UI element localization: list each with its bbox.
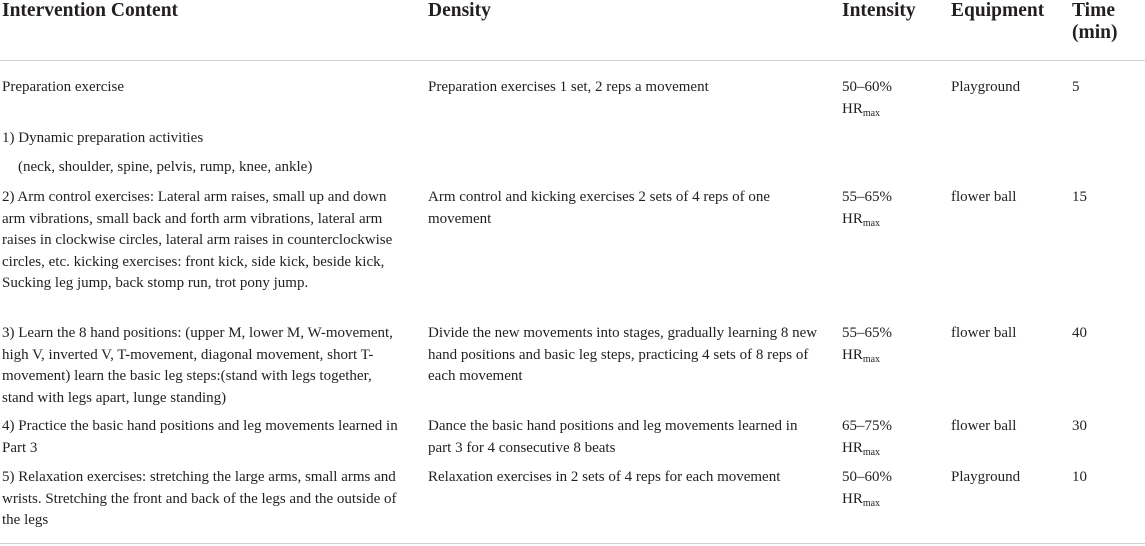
time-cell: 15 (1072, 189, 1087, 205)
intensity-cell (842, 467, 942, 514)
equipment-cell: Playground (951, 469, 1021, 485)
content-cell: Preparation exercise (2, 79, 125, 95)
intensity-unit (842, 489, 942, 515)
hr-label: HR (842, 210, 863, 227)
hr-label: HR (842, 100, 863, 117)
intensity-percent: 55–65% (842, 325, 892, 341)
content-cell: (neck, shoulder, spine, pelvis, rump, knee, ankle) (18, 159, 313, 175)
header-time (1072, 0, 1144, 44)
time-cell: 5 (1072, 79, 1080, 95)
content-cell: 3) Learn the 8 hand positions: (upper M, lower M, W-movement, high V, inverted V, T-movement, diagonal movement, short T-movement) learn the basic leg steps:(stand with legs together, stand with legs apart, lunge standing) (2, 325, 393, 406)
hr-label: HR (842, 439, 863, 456)
time-cell: 30 (1072, 418, 1087, 434)
equipment-cell: Playground (951, 79, 1021, 95)
time-cell: 40 (1072, 325, 1087, 341)
density-cell: Arm control and kicking exercises 2 sets of 4 reps of one movement (428, 189, 770, 227)
hr-label: HR (842, 490, 863, 507)
intensity-cell (842, 187, 942, 234)
time-cell: 10 (1072, 469, 1087, 485)
intensity-percent: 55–65% (842, 189, 892, 205)
intensity-percent: 50–60% (842, 469, 892, 485)
header-intervention-content: Intervention Content (2, 0, 179, 21)
table-bottom-rule (0, 543, 1145, 544)
header-equipment: Equipment (951, 0, 1045, 21)
content-cell: 2) Arm control exercises: Lateral arm raises, small up and down arm vibrations, small back and forth arm vibrations, lateral arm raises in clockwise circles, lateral arm raises in counterclockwise circles, etc. kicking exercises: front kick, side kick, beside kick, Sucking leg jump, back stomp run, trot pony jump. (2, 189, 393, 291)
intensity-cell (842, 416, 942, 463)
intensity-percent: 65–75% (842, 418, 892, 434)
density-cell: Relaxation exercises in 2 sets of 4 reps for each movement (428, 469, 781, 485)
equipment-cell: flower ball (951, 325, 1017, 341)
hr-label: HR (842, 346, 863, 363)
intensity-cell (842, 77, 942, 124)
header-intensity: Intensity (842, 0, 916, 21)
table-header (0, 0, 1145, 61)
content-cell: 5) Relaxation exercises: stretching the large arms, small arms and wrists. Stretching the front and back of the legs and the outside of the legs (2, 469, 397, 528)
intensity-unit (842, 345, 942, 371)
header-time-line1: Time (1072, 0, 1115, 21)
header-time-line2: (min) (1072, 22, 1118, 43)
density-cell: Divide the new movements into stages, gradually learning 8 new hand positions and basic leg steps, practicing 4 sets of 8 reps of each movement (428, 325, 818, 384)
equipment-cell: flower ball (951, 418, 1017, 434)
content-cell: 4) Practice the basic hand positions and leg movements learned in Part 3 (2, 418, 398, 456)
hr-subscript: max (862, 353, 881, 365)
density-cell: Preparation exercises 1 set, 2 reps a movement (428, 79, 709, 95)
intensity-unit (842, 438, 942, 464)
intensity-percent: 50–60% (842, 79, 892, 95)
density-cell: Dance the basic hand positions and leg movements learned in part 3 for 4 consecutive 8 beats (428, 418, 798, 456)
equipment-cell: flower ball (951, 189, 1017, 205)
hr-subscript: max (862, 497, 881, 509)
intensity-unit (842, 99, 942, 125)
hr-subscript: max (862, 217, 881, 229)
intensity-cell (842, 323, 942, 370)
content-cell: 1) Dynamic preparation activities (2, 130, 204, 146)
hr-subscript: max (862, 107, 881, 119)
header-density: Density (428, 0, 491, 21)
intensity-unit (842, 209, 942, 235)
hr-subscript: max (862, 446, 881, 458)
